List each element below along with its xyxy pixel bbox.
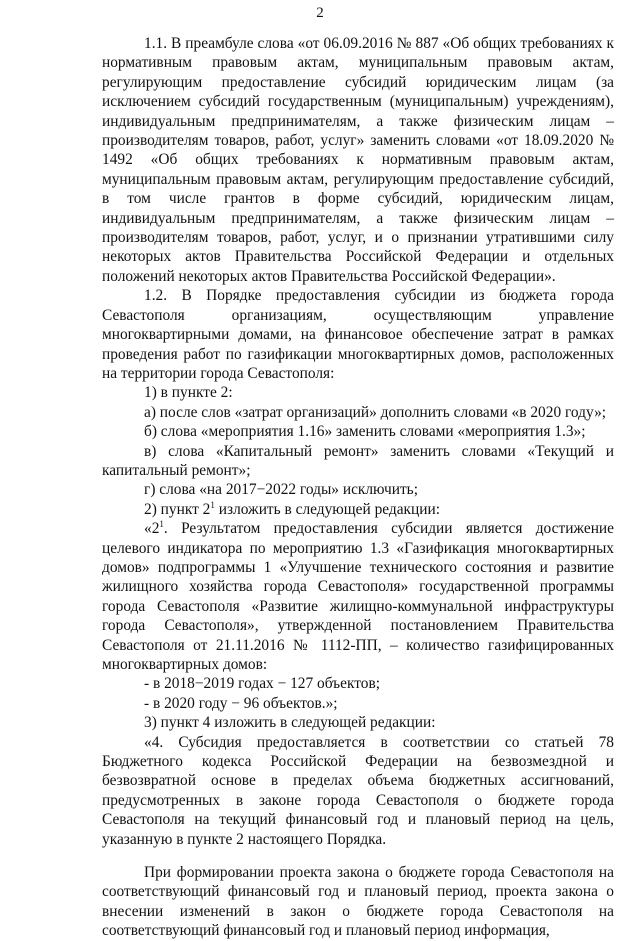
paragraph-1-1: 1.1. В преамбуле слова «от 06.09.2016 № 887 «Об общих требованиях к нормативным правовым актам, муниципальным правовым актам, регулирующим предоставление субсидий юридическим лицам (за исключением субсидий государственным (муниципальным) учреждениям), индивидуальным предпринимателям, а также физическим лицам – производителям товаров, работ, услуг» заменить словами «от 18.09.2020 № 1492 «Об общих требованиях к нормативным правовым актам, муниципальным правовым актам, регулирующим предоставление субсидий, в том числе грантов в форме субсидий, юридическим лицам, индивидуальным предпринимателям, а также физическим лицам – производителям товаров, работ, услуг, и о признании утратившими силу некоторых актов Правительства Российской Федерации и отдельных положений некоторых актов Правительства Российской Федерации».	[102, 35, 614, 285]
paragraph-item-3: 3) пункт 4 изложить в следующей редакции:	[144, 714, 436, 732]
quote-2-1-lead: «2	[144, 520, 160, 538]
paragraph-dash-2018: - в 2018−2019 годах − 127 объектов;	[144, 675, 380, 693]
superscript: 1	[210, 499, 215, 510]
paragraph-quote-2-1	[102, 519, 614, 674]
paragraph-item-1: 1) в пункте 2:	[144, 384, 233, 402]
page-number: 2	[316, 5, 324, 21]
paragraph-quote-4: «4. Субсидия предоставляется в соответствии со статьей 78 Бюджетного кодекса Российской Федерации на безвозмездной и безвозвратной основе в пределах объема бюджетных ассигнований, предусмотренных в законе города Севастополя о бюджете города Севастополя на текущий финансовый год и плановый период на цель, указанную в пункте 2 настоящего Порядка.	[102, 733, 614, 848]
quote-2-1-body: . Результатом предоставления субсидии является достижение целевого индикатора по мероприятию 1.3 «Газификация многоквартирных домов» подпрограммы 1 «Улучшение технического состояния и развитие жилищного хозяйства города Севастополя» государственной программы города Севастополя «Развитие жилищно-коммунальной инфраструктуры города Севастополя», утвержденной постановлением Правительства Севастополя от 21.11.2016 № 1112-ПП, – количество газифицированных многоквартирных домов:	[102, 520, 614, 673]
item-2-tail: изложить в следующей редакции:	[218, 500, 441, 518]
paragraph-item-v: в) слова «Капитальный ремонт» заменить словами «Текущий и капитальный ремонт»;	[102, 442, 614, 479]
paragraph-budget: При формировании проекта закона о бюджете города Севастополя на соответствующий финансовый год и плановый период, проекта закона о внесении изменений в закон о бюджете города Севастополя на соответствующий финансовый год и плановый период информация,	[102, 864, 614, 940]
paragraph-item-2	[102, 500, 614, 519]
paragraph-1-2: 1.2. В Порядке предоставления субсидии из бюджета города Севастополя организациям, осуществляющим управление многоквартирными домами, на финансовое обеспечение затрат в рамках проведения работ по газификации многоквартирных домов, расположенных на территории города Севастополя:	[102, 287, 614, 382]
paragraph-item-g: г) слова «на 2017−2022 годы» исключить;	[144, 481, 418, 499]
paragraph-item-a: а) после слов «затрат организаций» дополнить словами «в 2020 году»;	[144, 403, 607, 421]
superscript: 1	[159, 519, 164, 530]
document-body	[102, 34, 614, 941]
item-2-lead: 2) пункт 2	[144, 500, 211, 518]
paragraph-item-b: б) слова «мероприятия 1.16» заменить словами «мероприятия 1.3»;	[144, 423, 586, 441]
paragraph-dash-2020: - в 2020 году − 96 объектов.»;	[144, 694, 338, 712]
